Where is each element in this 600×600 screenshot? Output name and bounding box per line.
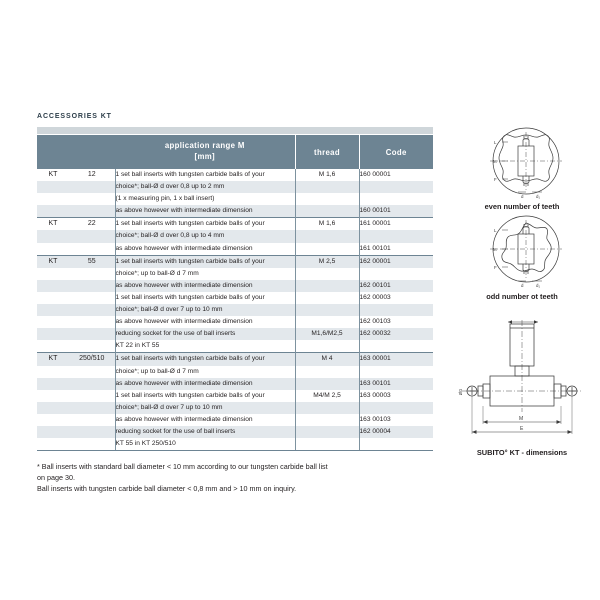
table-row — [37, 316, 433, 328]
cell-thread: M 4 — [295, 353, 359, 366]
cell-size — [69, 390, 115, 402]
cell-description: 1 set ball inserts with tungsten carbide balls of your — [115, 353, 295, 366]
cell-thread — [295, 292, 359, 304]
cell-description: as above however with intermediate dimension — [115, 243, 295, 256]
footnote — [37, 461, 457, 494]
cell-description: 1 set ball inserts with tungsten carbide balls of your — [115, 169, 295, 181]
cell-thread — [295, 402, 359, 414]
cell-description: 1 set ball inserts with tungsten carbide balls of your — [115, 390, 295, 402]
cell-size: 55 — [69, 255, 115, 268]
cell-kt: KT — [37, 353, 69, 366]
table-row — [37, 353, 433, 366]
cell-thread — [295, 378, 359, 390]
cell-code — [359, 438, 433, 451]
even-teeth-label-bot: F — [494, 177, 497, 182]
cell-kt — [37, 340, 69, 353]
even-teeth-label-d1: d₁ — [536, 194, 540, 199]
table-row — [37, 328, 433, 340]
cell-kt — [37, 426, 69, 438]
even-teeth-label-mid: M — [493, 159, 497, 164]
figure-odd-number-of-teeth — [452, 208, 592, 301]
table-row — [37, 304, 433, 316]
cell-kt — [37, 402, 69, 414]
cell-description: reducing socket for the use of ball inserts — [115, 426, 295, 438]
table-row — [37, 340, 433, 353]
table-header — [37, 135, 433, 169]
cell-description: 1 set ball inserts with tungsten carbide balls of your — [115, 292, 295, 304]
figure-even-number-of-teeth — [452, 122, 592, 211]
cell-description: choice*; ball-Ø d over 7 up to 10 mm — [115, 304, 295, 316]
cell-kt — [37, 243, 69, 256]
cell-code: 160 00001 — [359, 169, 433, 181]
cell-kt — [37, 205, 69, 218]
cell-kt — [37, 280, 69, 292]
cell-thread: M1,6/M2,5 — [295, 328, 359, 340]
table-row — [37, 230, 433, 242]
cell-size — [69, 205, 115, 218]
table-header-application-range — [115, 135, 295, 169]
cell-size — [69, 378, 115, 390]
cell-thread — [295, 438, 359, 451]
cell-thread: M 1,6 — [295, 218, 359, 231]
table-row — [37, 390, 433, 402]
cell-size — [69, 402, 115, 414]
cell-code: 163 00001 — [359, 353, 433, 366]
cell-kt: KT — [37, 218, 69, 231]
table-header-blank-kt — [37, 135, 69, 169]
cell-kt — [37, 181, 69, 193]
footnote-line-2: on page 30. — [37, 473, 75, 483]
cell-size — [69, 181, 115, 193]
table-body — [37, 169, 433, 451]
table-header-thread: thread — [295, 135, 359, 169]
subito-label-e: E — [520, 426, 524, 432]
cell-description: reducing socket for the use of ball inserts — [115, 328, 295, 340]
cell-description: KT 22 in KT 55 — [115, 340, 295, 353]
cell-code — [359, 366, 433, 378]
cell-size — [69, 230, 115, 242]
odd-teeth-label-bot: F — [494, 265, 497, 270]
cell-kt: KT — [37, 169, 69, 181]
table-row — [37, 292, 433, 304]
cell-size — [69, 280, 115, 292]
table-row — [37, 255, 433, 268]
cell-thread: M 2,5 — [295, 255, 359, 268]
cell-description: choice*; up to ball-Ø d 7 mm — [115, 366, 295, 378]
odd-teeth-label-top: L — [494, 228, 497, 233]
table-row — [37, 218, 433, 231]
table-row — [37, 205, 433, 218]
cell-code: 162 00032 — [359, 328, 433, 340]
even-teeth-label-d: d — [521, 194, 524, 199]
cell-kt — [37, 328, 69, 340]
cell-thread: M 1,6 — [295, 169, 359, 181]
cell-description: KT 55 in KT 250/510 — [115, 438, 295, 451]
cell-thread — [295, 340, 359, 353]
cell-code — [359, 181, 433, 193]
cell-thread — [295, 230, 359, 242]
cell-size — [69, 328, 115, 340]
accessories-table-container — [37, 127, 433, 451]
cell-thread — [295, 280, 359, 292]
cell-kt: KT — [37, 255, 69, 268]
cell-code: 161 00001 — [359, 218, 433, 231]
odd-teeth-label-d: d — [521, 283, 524, 288]
subito-dimensions-diagram — [452, 318, 592, 446]
subito-label-diameter-g: ØG — [458, 388, 463, 396]
cell-size: 12 — [69, 169, 115, 181]
section-title: ACCESSORIES KT — [37, 113, 112, 120]
even-teeth-label-top: L — [494, 140, 497, 145]
cell-code: 162 00003 — [359, 292, 433, 304]
accessories-table — [37, 135, 433, 451]
cell-size — [69, 316, 115, 328]
figure-odd-teeth-caption: odd number ot teeth — [486, 292, 558, 301]
figure-even-teeth-caption: even number of teeth — [484, 202, 560, 211]
cell-thread — [295, 205, 359, 218]
table-row — [37, 438, 433, 451]
cell-kt — [37, 292, 69, 304]
subito-label-m: M — [519, 416, 524, 422]
figure-subito-caption: SUBITO° KT - dimensions — [476, 448, 568, 457]
cell-description: as above however with intermediate dimension — [115, 280, 295, 292]
cell-size — [69, 340, 115, 353]
footnote-line-3: Ball inserts with tungsten carbide ball diameter < 0,8 mm and > 10 mm on inquiry. — [37, 484, 297, 494]
cell-kt — [37, 230, 69, 242]
cell-kt — [37, 438, 69, 451]
cell-code: 163 00003 — [359, 390, 433, 402]
table-row — [37, 378, 433, 390]
cell-kt — [37, 378, 69, 390]
cell-code — [359, 402, 433, 414]
cell-size: 250/510 — [69, 353, 115, 366]
cell-kt — [37, 316, 69, 328]
cell-description: choice*; up to ball-Ø d 7 mm — [115, 268, 295, 280]
cell-kt — [37, 366, 69, 378]
cell-code — [359, 304, 433, 316]
cell-thread — [295, 304, 359, 316]
table-header-blank-size — [69, 135, 115, 169]
figure-subito-kt-dimensions — [452, 318, 592, 457]
even-teeth-gear-diagram — [452, 122, 592, 200]
cell-size — [69, 414, 115, 426]
cell-thread: M4/M 2,5 — [295, 390, 359, 402]
cell-size — [69, 438, 115, 451]
table-row — [37, 366, 433, 378]
footnote-line-1: * Ball inserts with standard ball diameter < 10 mm according to our tungsten carbide ball list — [37, 462, 328, 471]
cell-code: 162 00101 — [359, 280, 433, 292]
cell-code — [359, 230, 433, 242]
cell-code — [359, 340, 433, 353]
cell-size — [69, 243, 115, 256]
cell-kt — [37, 390, 69, 402]
cell-code: 162 00001 — [359, 255, 433, 268]
table-row — [37, 193, 433, 205]
cell-thread — [295, 243, 359, 256]
cell-size — [69, 292, 115, 304]
cell-description: choice*; ball-Ø d over 7 up to 10 mm — [115, 402, 295, 414]
cell-size: 22 — [69, 218, 115, 231]
cell-size — [69, 304, 115, 316]
cell-code: 163 00103 — [359, 414, 433, 426]
cell-kt — [37, 193, 69, 205]
cell-kt — [37, 414, 69, 426]
odd-teeth-label-mid: M — [493, 247, 497, 252]
table-row — [37, 169, 433, 181]
cell-thread — [295, 181, 359, 193]
cell-code: 162 00004 — [359, 426, 433, 438]
cell-description: 1 set ball inserts with tungsten carbide balls of your — [115, 255, 295, 268]
table-row — [37, 414, 433, 426]
cell-thread — [295, 193, 359, 205]
cell-code: 160 00101 — [359, 205, 433, 218]
cell-size — [69, 193, 115, 205]
cell-description: as above however with intermediate dimension — [115, 378, 295, 390]
cell-code: 163 00101 — [359, 378, 433, 390]
table-row — [37, 181, 433, 193]
cell-kt — [37, 268, 69, 280]
table-top-strip — [37, 127, 433, 135]
cell-thread — [295, 268, 359, 280]
odd-teeth-gear-diagram — [452, 208, 592, 290]
cell-code: 162 00103 — [359, 316, 433, 328]
header-application-range-label: application range M — [164, 141, 245, 151]
cell-description: as above however with intermediate dimension — [115, 316, 295, 328]
table-row — [37, 426, 433, 438]
table-row — [37, 280, 433, 292]
cell-description: choice*; ball-Ø d over 0,8 up to 2 mm — [115, 181, 295, 193]
cell-kt — [37, 304, 69, 316]
cell-thread — [295, 366, 359, 378]
table-row — [37, 243, 433, 256]
table-header-row — [37, 135, 433, 169]
cell-description: (1 x measuring pin, 1 x ball insert) — [115, 193, 295, 205]
cell-thread — [295, 426, 359, 438]
cell-size — [69, 426, 115, 438]
cell-size — [69, 268, 115, 280]
cell-code — [359, 193, 433, 205]
cell-description: as above however with intermediate dimension — [115, 205, 295, 218]
header-application-range-units: [mm] — [194, 152, 215, 161]
cell-code — [359, 268, 433, 280]
cell-thread — [295, 414, 359, 426]
cell-description: 1 set ball inserts with tungsten carbide balls of your — [115, 218, 295, 231]
cell-code: 161 00101 — [359, 243, 433, 256]
table-row — [37, 402, 433, 414]
table-header-code: Code — [359, 135, 433, 169]
cell-thread — [295, 316, 359, 328]
odd-teeth-label-d1: d₁ — [536, 283, 540, 288]
cell-size — [69, 366, 115, 378]
table-row — [37, 268, 433, 280]
cell-description: choice*; ball-Ø d over 0,8 up to 4 mm — [115, 230, 295, 242]
cell-description: as above however with intermediate dimension — [115, 414, 295, 426]
